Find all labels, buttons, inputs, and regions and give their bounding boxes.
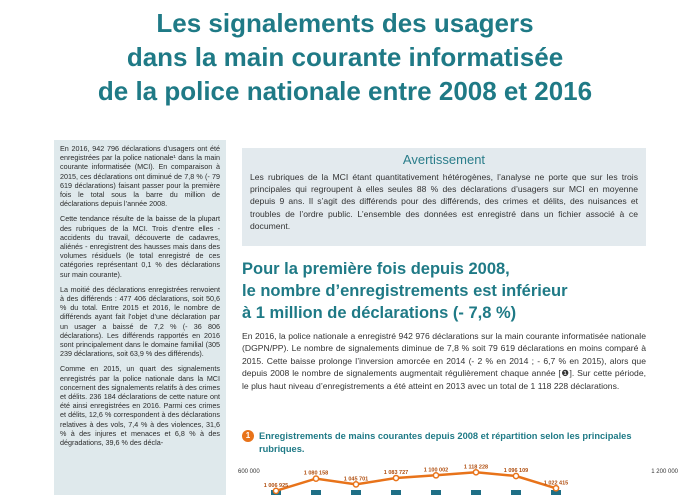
bar-stub	[511, 490, 521, 495]
data-label: 1 083 727	[383, 470, 409, 477]
title-line-3: de la police nationale entre 2008 et 2016	[97, 76, 593, 106]
data-label: 1 100 002	[423, 467, 449, 474]
summary-paragraph: La moitié des déclarations enregistrées renvoient à des différends : 477 406 déclarations, soit 50,6 % du total. Entre 2015 et 2016, le nombre de différends ayant fait l’objet d’une déclaration par un usager a baissé de 7,2 % (- 36 806 déclarations). Les différends rapportés en 2016 sont principalement dans le domaine familial (305 239 déclarations, soit 63,9 % des différends).	[60, 284, 220, 359]
title-line-1: Les signalements des usagers	[156, 8, 534, 38]
warning-title: Avertissement	[402, 152, 486, 167]
data-point	[353, 482, 358, 487]
data-point	[473, 470, 478, 475]
section-heading-line-1: Pour la première fois depuis 2008,	[242, 260, 510, 278]
data-label: 1 080 158	[303, 470, 329, 477]
data-point	[313, 476, 318, 481]
records-chart	[238, 462, 678, 495]
data-point	[433, 473, 438, 478]
data-point	[513, 473, 518, 478]
bar-stub	[431, 490, 441, 495]
data-label: 1 118 228	[463, 464, 489, 471]
section-heading-line-2: le nombre d’enregistrements est inférieur	[242, 282, 568, 300]
data-point	[553, 486, 558, 491]
summary-paragraph: Cette tendance résulte de la baisse de la plupart des rubriques de la MCI. Trois d’entre elles - accidents du travail, découverte de cadavres, aliénés - enregistrent des hausses mais dans des volumes résiduels (le total enregistré de ces catégories représentant 0,1 % des déclarations sur main courante).	[60, 214, 220, 279]
data-label: 1 096 109	[503, 467, 529, 474]
bar-stub	[351, 490, 361, 495]
warning-text: Les rubriques de la MCI étant quantitativement hétérogènes, l’analyse ne porte que sur les trois principales qui regroupent à elles seules 88 % des déclarations d’usagers sur MCI en moyenne depuis 9 ans. Il s’agit des différends pour des différends, des crimes et délits, des nuisances et troubles de l’ordre public. L’ensemble des données est enregistré dans un fichier associé à ce document.	[250, 172, 638, 231]
section-heading-line-3: à 1 million de déclarations (- 7,8 %)	[242, 304, 517, 322]
data-point	[273, 488, 278, 493]
bar-stub	[311, 490, 321, 495]
figure-heading	[242, 430, 646, 456]
summary-sidebar	[54, 140, 226, 495]
warning-box	[242, 148, 646, 246]
data-label: 1 006 925	[263, 482, 289, 489]
data-label: 1 045 701	[343, 476, 369, 483]
section-heading	[242, 258, 646, 324]
figure-number-badge: 1	[242, 430, 254, 442]
bar-stub	[471, 490, 481, 495]
summary-paragraph: En 2016, 942 796 déclarations d’usagers ont été enregistrées par la police nationale¹ dans la main courante informatisée (MCI). En comparaison à 2015, ces déclarations ont diminué de 7,8 % (- 79 619 déclarations) faisant passer pour la première fois le total sous la barre du million de déclarations depuis l’année 2008.	[60, 144, 220, 209]
bar-stub	[391, 490, 401, 495]
section-body: En 2016, la police nationale a enregistré 942 976 déclarations sur la main courante informatisée nationale (DGPN/PP). Le nombre de signalements diminue de 7,8 % soit 79 619 déclarations en moins comparé à 2015. Cette baisse prolonge l’inversion amorcée en 2014 (- 2 % en 2014 ; - 6,7 % en 2015), alors que depuis 2008 le nombre de signalements augmentait régulièrement chaque année [❶]. Sur cette période, le plus haut niveau d’enregistrements a été atteint en 2013 avec un total de 1 118 228 déclarations.	[242, 331, 646, 391]
title-line-2: dans la main courante informatisée	[126, 42, 564, 72]
data-point	[393, 475, 398, 480]
summary-paragraph: Comme en 2015, un quart des signalements enregistrés par la police nationale dans la MCI concernent des signalements relatifs à des crimes et délits. 236 184 déclarations de cette nature ont été ainsi enregistrées en 2016. Parmi ces crimes et délits, 12,6 % correspondent à des déclarations relatives à des vols, 7,4 % à des violences, 31,6 % à des injures et menaces et 6,8 % à des dégradations, 39,6 % des décla-	[60, 364, 220, 448]
y-right-tick-label: 1 200 000	[651, 469, 678, 475]
y-left-tick-label: 600 000	[238, 469, 260, 475]
figure-caption: Enregistrements de mains courantes depuis 2008 et répartition selon les principales rubriques.	[259, 431, 632, 454]
page-title	[0, 6, 690, 108]
data-label: 1 022 415	[543, 480, 569, 487]
